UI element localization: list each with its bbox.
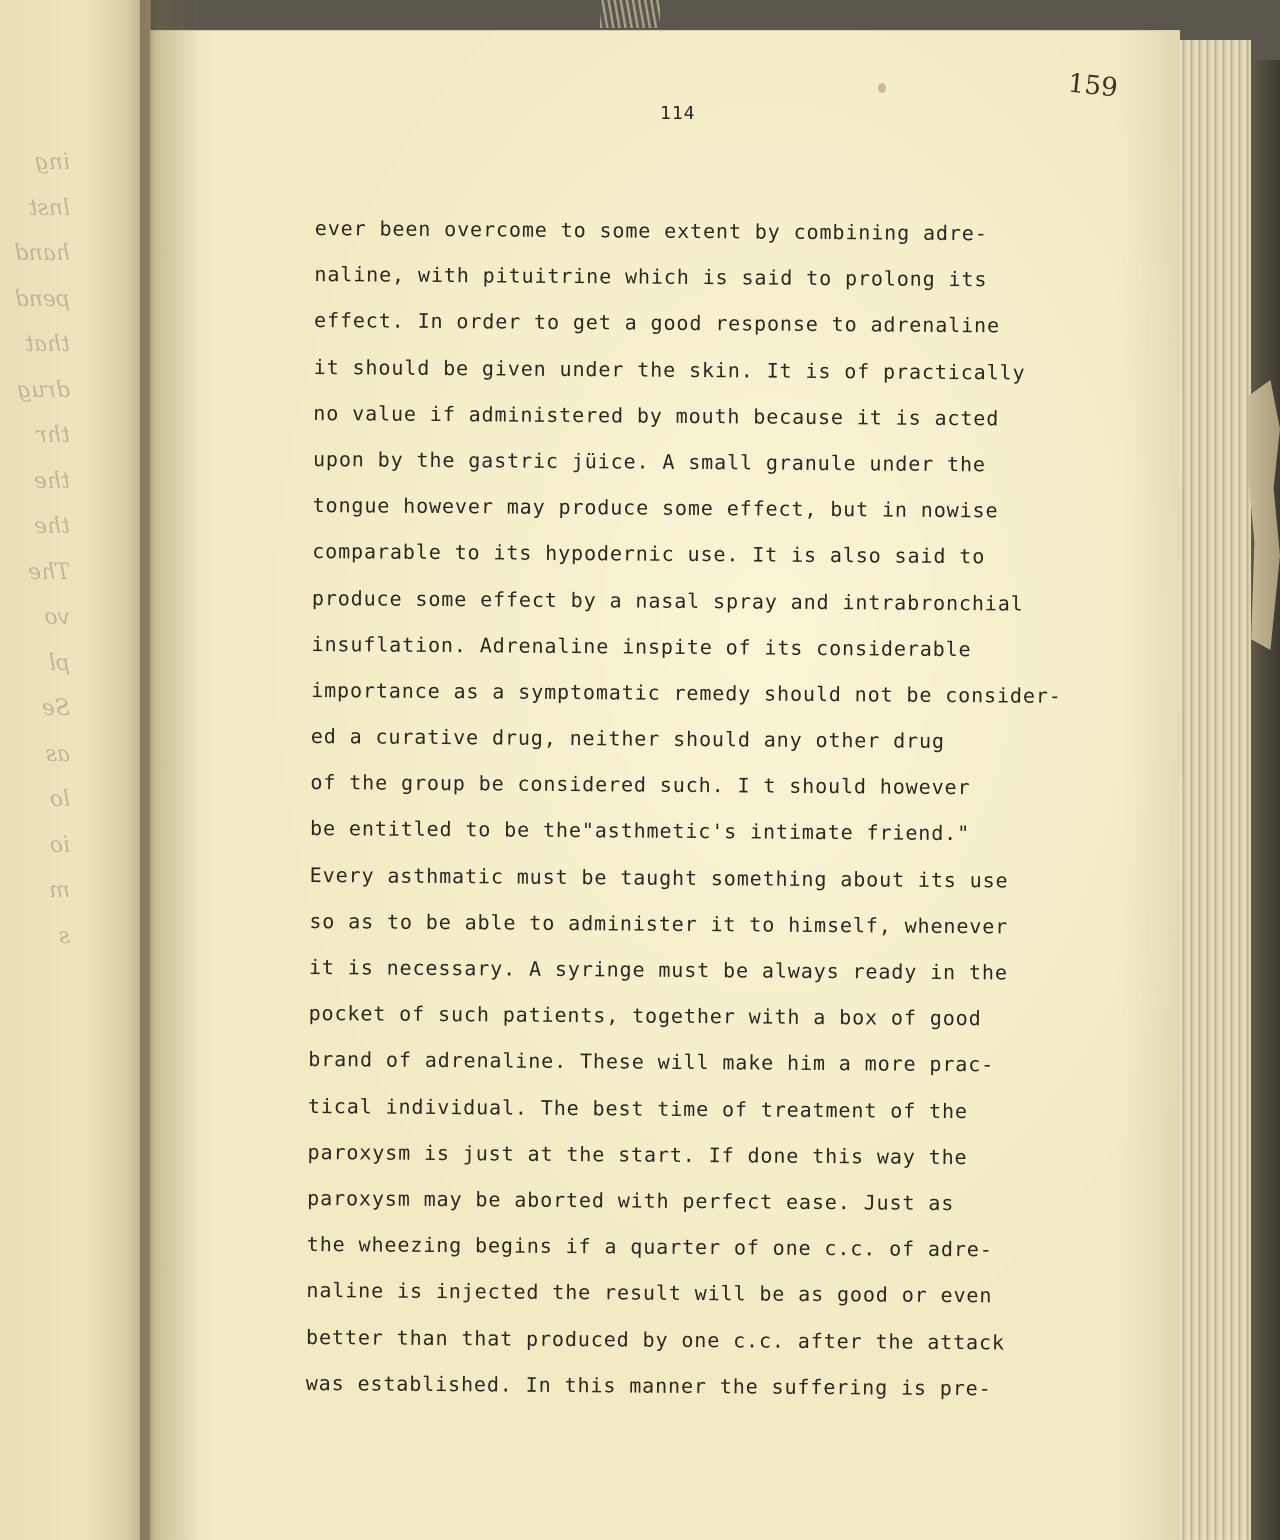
text-line: tongue however may produce some effect, but in nowise	[312, 493, 999, 523]
text-line: better than that produced by one c.c. after the attack	[306, 1324, 1006, 1354]
text-line: comparable to its hypodernic use. It is also said to	[312, 539, 986, 569]
text-line: no value if administered by mouth because it is acted	[313, 400, 1000, 431]
page-number: 114	[660, 103, 696, 124]
text-line: produce some effect by a nasal spray and intrabronchial	[311, 585, 1024, 616]
text-line: so as to be able to administer it to himself, whenever	[309, 908, 1009, 939]
bleed-text-fragment: ing	[34, 150, 70, 175]
bleed-text-fragment: pend	[14, 286, 70, 312]
bleed-text-fragment: lnst	[28, 195, 70, 221]
bleed-text-fragment: the	[33, 468, 70, 494]
text-line: pocket of such patients, together with a box of good	[308, 1001, 982, 1031]
bleed-text-fragment: io	[49, 832, 70, 858]
bleed-text-fragment: m	[49, 878, 70, 903]
gutter-shadow	[140, 0, 200, 1540]
text-line: ed a curative drug, neither should any other drug	[310, 724, 946, 754]
page-edges	[1170, 40, 1251, 1540]
text-line: Every asthmatic must be taught something about its use	[309, 862, 1009, 893]
right-page	[150, 30, 1180, 1540]
bleed-text-fragment: lo	[49, 787, 70, 812]
text-line: tical individual. The best time of treatment of the	[307, 1093, 969, 1123]
text-line: of the group be considered such. I t should however	[310, 770, 971, 800]
text-line: upon by the gastric jüice. A small granule under the	[312, 446, 987, 477]
bleed-text-fragment: as	[45, 741, 70, 767]
text-line: it is necessary. A syringe must be always ready in the	[308, 954, 1008, 985]
text-line: was established. In this manner the suffering is pre-	[305, 1370, 992, 1401]
bleed-text-fragment: drug	[17, 377, 70, 403]
bleed-text-fragment: The	[28, 559, 70, 585]
text-line: be entitled to be the"asthmetic's intimate friend."	[310, 816, 971, 846]
bleed-text-fragment: vo	[44, 605, 70, 630]
left-page	[0, 0, 151, 1540]
bleed-text-fragment: the	[33, 514, 70, 539]
bleed-text-fragment: Se	[41, 696, 70, 721]
bleed-text-fragment: that	[25, 332, 70, 357]
bleed-text-fragment: s	[58, 923, 70, 949]
text-line: the wheezing begins if a quarter of one c.c. of adre-	[306, 1232, 993, 1262]
text-line: it should be given under the skin. It is of practically	[313, 354, 1026, 385]
text-line: brand of adrenaline. These will make him a more prac-	[308, 1047, 995, 1077]
bleed-text-fragment: pl	[48, 650, 70, 676]
binding-thread	[600, 0, 660, 28]
text-line: ever been overcome to some extent by combining adre-	[314, 215, 988, 246]
text-line: paroxysm may be aborted with perfect ease. Just as	[307, 1185, 955, 1215]
typewritten-text	[306, 205, 1085, 1412]
handwritten-folio: 159	[1066, 68, 1120, 104]
bleed-text-fragment: thr	[36, 423, 70, 448]
text-line: naline is injected the result will be as good or even	[306, 1278, 993, 1308]
ink-smudge	[878, 83, 886, 93]
text-line: paroxysm is just at the start. If done this way the	[307, 1139, 968, 1169]
text-line: effect. In order to get a good response to adrenaline	[313, 308, 1001, 338]
text-line: naline, with pituitrine which is said to prolong its	[314, 262, 988, 292]
bleed-text-fragment: hand	[14, 241, 70, 266]
left-page-bleed-text	[0, 140, 70, 959]
text-line: importance as a symptomatic remedy should not be consider-	[311, 677, 1062, 708]
text-line: insuflation. Adrenaline inspite of its considerable	[311, 631, 972, 661]
